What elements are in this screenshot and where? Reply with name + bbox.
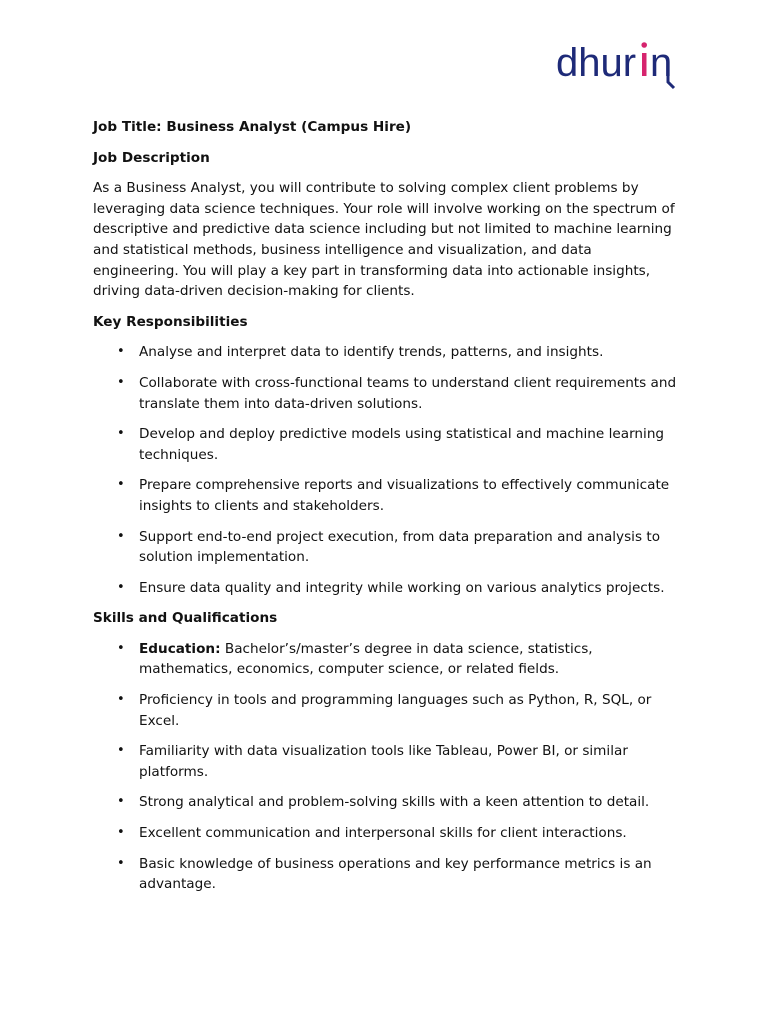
key-responsibilities-heading: Key Responsibilities xyxy=(93,313,248,330)
list-item xyxy=(93,823,678,844)
company-logo xyxy=(556,38,678,92)
bullet-icon: • xyxy=(117,692,125,708)
bullet-icon: • xyxy=(117,344,125,360)
job-title: Job Title: Business Analyst (Campus Hire) xyxy=(93,119,412,135)
list-item-text: Familiarity with data visualization tools like Tableau, Power BI, or similar platforms. xyxy=(139,743,628,780)
list-item xyxy=(93,527,678,568)
logo-text-dhur: dhur xyxy=(556,41,637,85)
list-item xyxy=(93,792,678,813)
list-item-text: Support end-to-end project execution, from data preparation and analysis to solution implementation. xyxy=(139,528,661,566)
bullet-icon: • xyxy=(117,855,125,871)
bullet-icon: • xyxy=(117,743,125,759)
bullet-icon: • xyxy=(117,426,125,442)
list-item-text: Basic knowledge of business operations and key performance metrics is an advantage. xyxy=(139,855,652,893)
bullet-icon: • xyxy=(117,794,125,810)
logo-text-n: n xyxy=(650,41,673,85)
logo-accent-stem xyxy=(642,53,647,76)
list-item xyxy=(93,342,678,363)
list-item-text: Analyse and interpret data to identify trends, patterns, and insights. xyxy=(139,344,604,361)
list-item-text: Strong analytical and problem-solving skills with a keen attention to detail. xyxy=(139,794,650,811)
list-item-text: Excellent communication and interpersonal skills for client interactions. xyxy=(139,825,627,842)
list-item xyxy=(93,373,678,414)
job-description-text: As a Business Analyst, you will contribute to solving complex client problems by leveraging data science techniques. Your role will involve working on the spectrum of descriptive and predictive data science including but not limited to machine learning and statistical methods, business intelligence and visualization, and data engineering. You will play a key part in transforming data into actionable insights, driving data-driven decision-making for clients. xyxy=(93,180,675,300)
bullet-icon: • xyxy=(117,528,125,544)
list-item-text: Develop and deploy predictive models using statistical and machine learning techniques. xyxy=(139,426,665,463)
list-item-text: Proficiency in tools and programming languages such as Python, R, SQL, or Excel. xyxy=(139,692,652,729)
list-item xyxy=(93,475,678,516)
job-description-heading: Job Description xyxy=(93,149,210,166)
responsibilities-list xyxy=(93,342,678,598)
skills-heading: Skills and Qualifications xyxy=(93,610,278,627)
list-item xyxy=(93,578,678,599)
list-item xyxy=(93,741,678,782)
bullet-icon: • xyxy=(117,825,125,841)
list-item-lead: Education: xyxy=(139,640,221,657)
bullet-icon: • xyxy=(117,374,125,390)
bullet-icon: • xyxy=(117,477,125,493)
list-item xyxy=(93,424,678,465)
list-item-text: Prepare comprehensive reports and visualizations to effectively communicate insights to clients and stakeholders. xyxy=(139,477,670,514)
list-item-text: Ensure data quality and integrity while working on various analytics projects. xyxy=(139,579,665,596)
dhurin-logo-icon xyxy=(556,38,678,92)
list-item-text: Collaborate with cross-functional teams to understand client requirements and translate them into data-driven solutions. xyxy=(139,374,677,412)
document-body xyxy=(93,117,678,905)
list-item-text: Bachelor’s/master’s degree in data science, statistics, mathematics, economics, computer science, or related fields. xyxy=(139,640,593,678)
list-item xyxy=(93,639,678,680)
bullet-icon: • xyxy=(117,579,125,595)
bullet-icon: • xyxy=(117,640,125,656)
skills-list xyxy=(93,639,678,895)
list-item xyxy=(93,854,678,895)
logo-accent-dot xyxy=(641,42,647,48)
list-item xyxy=(93,690,678,731)
